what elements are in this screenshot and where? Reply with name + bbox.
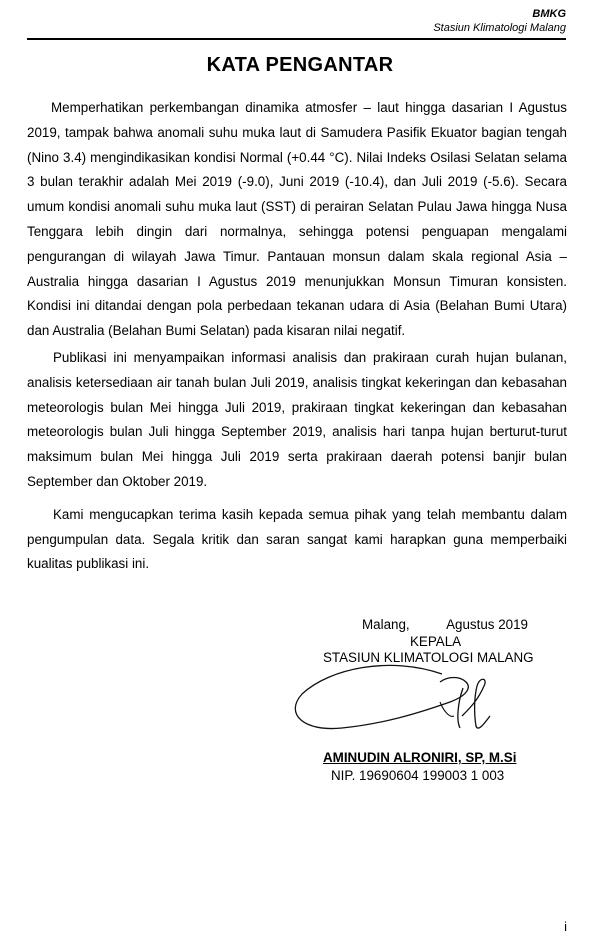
signatory-nip: NIP. 19690604 199003 1 003 bbox=[331, 768, 505, 783]
page-title: KATA PENGANTAR bbox=[206, 54, 394, 76]
signatory-name: AMINUDIN ALRONIRI, SP, M.Si bbox=[323, 750, 517, 765]
body-text bbox=[27, 96, 567, 577]
header-divider bbox=[27, 38, 566, 40]
signature-place-date: Malang, Agustus 2019 bbox=[362, 617, 528, 632]
header-station: Stasiun Klimatologi Malang bbox=[433, 22, 566, 34]
signature-role: KEPALA bbox=[410, 634, 462, 649]
handwritten-signature bbox=[290, 662, 510, 744]
header-organization: BMKG bbox=[532, 8, 566, 20]
paragraph-3: Kami mengucapkan terima kasih kepada semua pihak yang telah membantu dalam pengumpulan data. Segala kritik dan saran sangat kami harapkan guna memperbaiki kualitas publikasi ini. bbox=[27, 506, 567, 572]
page-number: i bbox=[564, 919, 567, 934]
signature-station: STASIUN KLIMATOLOGI MALANG bbox=[323, 650, 534, 665]
paragraph-1: Memperhatikan perkembangan dinamika atmosfer – laut hingga dasarian I Agustus 2019, tampak bahwa anomali suhu muka laut di Samudera Pasifik Ekuator bagian tengah (Nino 3.4) mengindikasikan kondisi Normal (+0.44 °C). Nilai Indeks Osilasi Selatan selama 3 bulan terakhir adalah Mei 2019 (-9.0), Juni 2019 (-10.4), dan Juli 2019 (-5.6). Secara umum kondisi anomali suhu muka laut (SST) di perairan Selatan Pulau Jawa hingga Nusa Tenggara lebih dingin dari normalnya, sehingga potensi penguapan mengalami pengurangan di wilayah Jawa Timur. Pantauan monsun dalam skala regional Asia – Australia hingga dasarian I Agustus 2019 menunjukkan Monsun Timuran konsisten. Kondisi ini ditandai dengan pola perbedaan tekanan udara di Asia (Belahan Bumi Utara) dan Australia (Belahan Bumi Selatan) pada kisaran nilai negatif. bbox=[27, 100, 567, 339]
paragraph-2: Publikasi ini menyampaikan informasi analisis dan prakiraan curah hujan bulanan, analisis ketersediaan air tanah bulan Juli 2019, analisis tingkat kekeringan dan kebasahan meteorologis bulan Mei hingga Juli 2019, prakiraan tingkat kekeringan dan kebasahan meteorologis bulan Juli hingga September 2019, analisis hari tanpa hujan berturut-turut maksimum bulan Mei hingga Juli 2019 serta prakiraan daerah potensi banjir bulan September dan Oktober 2019. bbox=[27, 349, 567, 489]
